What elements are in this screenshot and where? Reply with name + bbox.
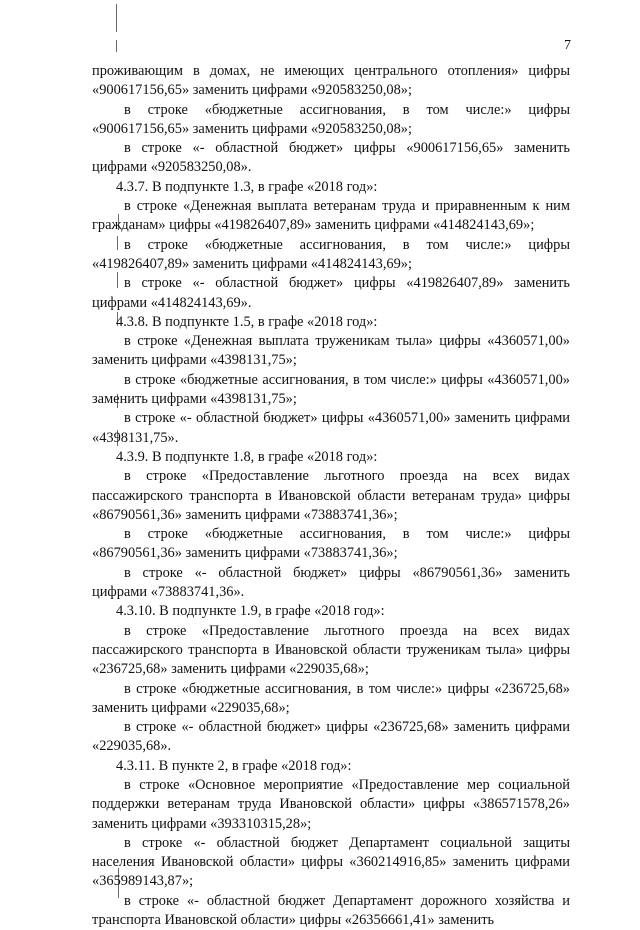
paragraph: в строке «бюджетные ассигнования, в том числе:» цифры «900617156,65» заменить цифрами «920583250,08»; — [92, 101, 570, 137]
scan-artifact-line — [116, 4, 117, 32]
section-heading: 4.3.8. В подпункте 1.5, в графе «2018 год»: — [116, 313, 378, 330]
paragraph: в строке «Предоставление льготного проезда на всех видах пассажирского транспорта в Ивановской области ветеранам труда» цифры «86790561,36» заменить цифрами «73883741,36»; — [92, 468, 570, 523]
paragraph: в строке «бюджетные ассигнования, в том числе:» цифры «419826407,89» заменить цифрами «414824143,69»; — [92, 236, 570, 272]
paragraph: проживающим в домах, не имеющих центрального отопления» цифры «900617156,65» заменить цифрами «920583250,08»; — [92, 63, 570, 99]
paragraph: в строке «Предоставление льготного проезда на всех видах пассажирского транспорта в Ивановской области труженикам тыла» цифры «236725,68» заменить цифрами «229035,68»; — [92, 622, 570, 678]
paragraph: в строке «- областной бюджет» цифры «236725,68» заменить цифрами «229035,68». — [92, 719, 570, 755]
paragraph: в строке «- областной бюджет» цифры «900617156,65» заменить цифрами «920583250,08». — [92, 140, 570, 176]
paragraph: в строке «- областной бюджет» цифры «86790561,36» заменить цифрами «73883741,36». — [92, 564, 570, 601]
paragraph: в строке «Основное мероприятие «Предоставление мер социальной поддержки ветеранам труда Ивановской области» цифры «386571578,26» заменить цифрами «393310315,28»; — [92, 776, 570, 832]
document-body — [92, 62, 570, 930]
paragraph: в строке «- областной бюджет» цифры «419826407,89» заменить цифрами «414824143,69». — [92, 275, 570, 311]
scan-artifact-line — [116, 40, 117, 52]
paragraph: в строке «Денежная выплата ветеранам труда и приравненным к ним гражданам» цифры «419826407,89» заменить цифрами «414824143,69»; — [92, 198, 570, 234]
paragraph: в строке «бюджетные ассигнования, в том числе:» цифры «236725,68» заменить цифрами «229035,68»; — [92, 680, 570, 716]
section-heading: 4.3.10. В подпункте 1.9, в графе «2018 год»: — [116, 603, 385, 620]
section-heading: 4.3.9. В подпункте 1.8, в графе «2018 год»: — [116, 448, 378, 465]
paragraph: в строке «- областной бюджет» цифры «4360571,00» заменить цифрами «4398131,75». — [92, 410, 570, 446]
paragraph: в строке «Денежная выплата труженикам тыла» цифры «4360571,00» заменить цифрами «4398131,75»; — [92, 333, 570, 369]
paragraph: в строке «бюджетные ассигнования, в том числе:» цифры «4360571,00» заменить цифрами «4398131,75»; — [92, 371, 570, 408]
section-heading: 4.3.7. В подпункте 1.3, в графе «2018 год»: — [116, 178, 378, 195]
paragraph: в строке «- областной бюджет Департамент дорожного хозяйства и транспорта Ивановской области» цифры «26356661,41» заменить — [92, 892, 570, 929]
paragraph: в строке «- областной бюджет Департамент социальной защиты населения Ивановской области» цифры «360214916,85» заменить цифрами «365989143,87»; — [92, 834, 570, 890]
paragraph: в строке «бюджетные ассигнования, в том числе:» цифры «86790561,36» заменить цифрами «73883741,36»; — [92, 526, 570, 562]
page-number: 7 — [564, 38, 571, 53]
section-heading: 4.3.11. В пункте 2, в графе «2018 год»: — [116, 757, 352, 774]
